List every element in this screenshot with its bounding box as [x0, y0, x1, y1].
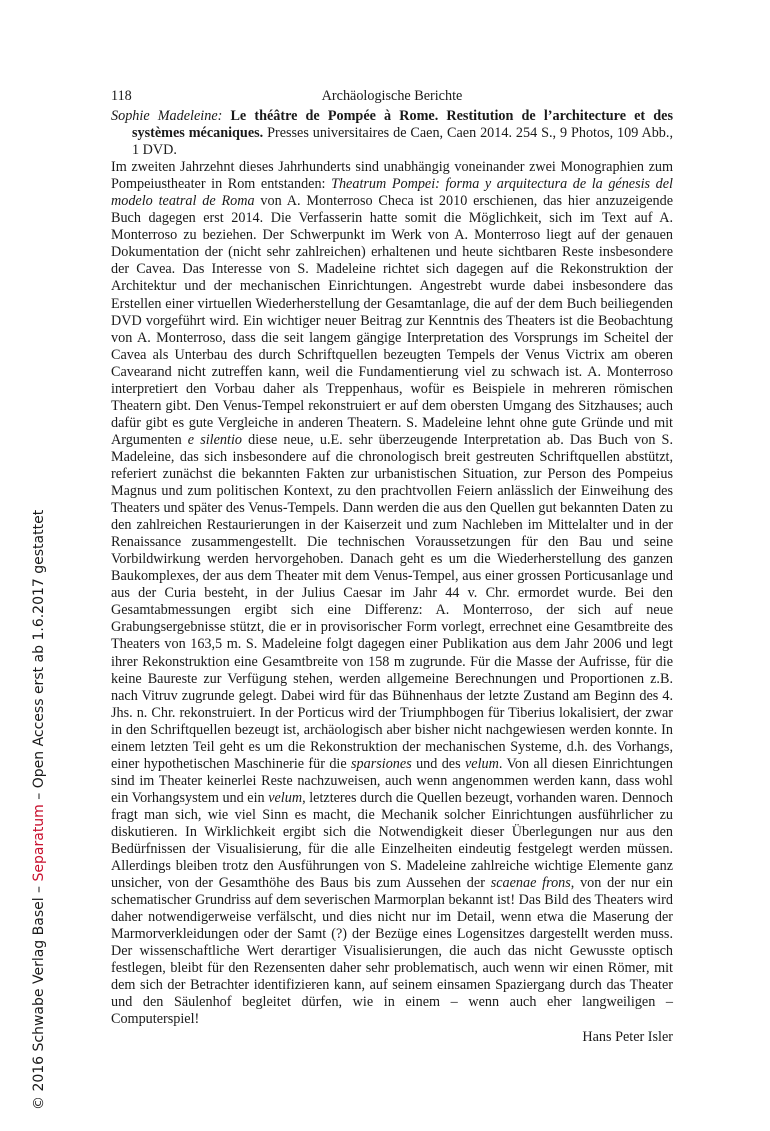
review-body	[111, 159, 673, 1028]
body-text: von A. Monterroso Checa ist 2010 erschienen, das hier anzuzeigende Buch dagegen erst 2014. Die Verfasserin hatte somit die Möglichkeit, sich im Text auf A. Monterroso zu beziehen. Der Schwerpunkt im Werk von A. Monterroso liegt auf der genauen Dokumentation der (nicht sehr zahlreichen) erhaltenen und heute sichtbaren Reste insbesondere der Cavea. Das Interesse von S. Madeleine richtet sich dagegen auf die Rekonstruktion der Architektur und der mechanischen Einrichtungen. Angestrebt wurde dabei insbesondere das Erstellen einer virtuellen Wiederherstellung der Gesamtanlage, die auf der dem Buch beiliegenden DVD vorgeführt wird. Ein wichtiger neuer Beitrag zur Kenntnis des Theaters ist die Beobachtung von A. Monterroso, dass die seit langem gängige Interpretation des Vorsprungs im Scheitel der Cavea als Unterbau des durch Schriftquellen bezeugten Tempels der Venus Victrix am oberen Cavearand nicht zutreffen kann, weil die Fundamentierung viel zu schwach ist. A. Monterroso interpretiert den Vorbau daher als Treppenhaus, wofür es Beispiele in mehreren römischen Theatern gibt. Den Venus-Tempel rekonstruiert er auf dem obersten Umgang des Sitzhauses; auch dafür gibt es gute Vergleiche in anderen Theatern. S. Madeleine lehnt ohne gute Gründe und mit Argumenten	[111, 193, 673, 448]
copyright-sidebar	[30, 110, 48, 1110]
italic-book-title: Theatrum Pompei: forma y arquitectura de la génesis del modelo teatral de Roma	[111, 176, 673, 210]
italic-term: velum	[464, 755, 499, 772]
book-review	[111, 108, 673, 1046]
body-text: . Von all diesen Einrichtungen sind im Theater keinerlei Reste nachzuweisen, auch wenn angenommen werden kann, dass wohl ein Vorhangsystem und ein	[111, 755, 673, 806]
italic-term: velum	[268, 789, 303, 806]
page-header	[111, 86, 673, 106]
separatum-label: Separatum	[31, 804, 47, 882]
italic-term: scaenae frons	[490, 875, 571, 892]
page-number: 118	[111, 88, 132, 104]
body-text: Im zweiten Jahrzehnt dieses Jahrhunderts sind unabhängig voneinander zwei Monographien zum Pompeiustheater in Rom entstanden:	[111, 159, 673, 193]
open-access-text: – Open Access erst ab 1.6.2017 gestattet	[31, 509, 47, 805]
running-title: Archäologische Berichte	[321, 88, 463, 104]
review-citation	[111, 108, 673, 159]
reviewer-signature: Hans Peter Isler	[582, 1028, 673, 1045]
body-text: , von der nur ein schematischer Grundriss auf dem severischen Marmorplan bekannt ist! Das Bild des Theaters wird daher notwendigerweise verfälscht, und dies nicht nur im Detail, wenn etwa die Maserung der Marmorverkleidungen oder der Samt (?) der Bezüge eines Logensitzes dargestellt werden muss. Der wissenschaftliche Wert derartiger Visualisierungen, die auch das nicht Gewusste optisch festlegen, bleibt für den Rezensenten daher sehr problematisch, auch wenn wir einen Römer, mit dem sich der Betrachter identifizieren kann, auf seinem einsamen Spaziergang durch das Theater und den Säulenhof begleitet dürfen, wie in einem – wenn auch eher langweiligen – Computerspiel!	[111, 875, 673, 1028]
copyright-text: © 2016 Schwabe Verlag Basel –	[31, 881, 47, 1110]
italic-term: e silentio	[187, 431, 242, 448]
body-text: , letzteres durch die Quellen bezeugt, vorhanden waren. Dennoch fragt man sich, wie viel Sinn es macht, die Mechanik solcher Einrichtungen ausführlicher zu diskutieren. In Wirklichkeit ergibt sich die Notwendigkeit dieser Überlegungen nur aus den Bedürfnissen der Visualisierung, für die alle Einzelheiten eindeutig festgelegt werden müssen. Allerdings bleiben trotz den Ausführungen von S. Madeleine zahlreiche wichtige Elemente ganz unsicher, von der Gesamthöhe des Baus bis zum Aussehen der	[111, 789, 673, 892]
italic-term: sparsiones	[351, 755, 412, 772]
body-text: diese neue, u.E. sehr überzeugende Interpretation ab. Das Buch von S. Madeleine, das sich insbesondere auf die chronologisch breit gestreuten Schriftquellen abstützt, referiert zunächst die bekannten Fakten zur urbanistischen Situation, zur Person des Pompeius Magnus und zum politischen Kontext, zu den prachtvollen Feiern anlässlich der Einweihung des Theaters und später des Venus-Tempels. Dann werden die aus den Quellen gut bekannten Daten zu den zahlreichen Restaurierungen in der Kaiserzeit und zum Nachleben im Mittelalter und in der Renaissance zusammengestellt. Die technischen Voraussetzungen für den Bau und seine Vorbildwirkung werden hervorgehoben. Danach geht es um die Wiederherstellung des ganzen Baukomplexes, der aus dem Theater mit dem Venus-Tempel, aus einer grossen Porticusanlage und aus der Curia besteht, in der Julius Caesar im Jahr 44 v. Chr. ermordet wurde. Bei den Gesamtabmessungen ergibt sich eine Differenz: A. Monterroso, der sich auf neue Grabungsergebnisse stützt, die er in provisorischer Form vorlegt, errechnet eine Gesamtbreite des Theaters von 163,5 m. S. Madeleine folgt dagegen einer Publikation aus dem Jahr 2006 und legt ihrer Rekonstruktion eine Gesamtbreite von 158 m zugrunde. Für die Masse der Aufrisse, für die keine Baureste zur Verfügung stehen, werden allgemeine Berechnungen und Proportionen z.B. nach Vitruv zugrunde gelegt. Dabei wird für das Bühnenhaus der letzte Zustand am Beginn des 4. Jhs. n. Chr. rekonstruiert. In der Porticus wird der Triumphbogen für Tiberius lokalisiert, der zwar in den Schriftquellen bezeugt ist, archäologisch aber bisher nicht nachgewiesen werden konnte. In einem letzten Teil geht es um die Rekonstruktion der mechanischen Systeme, d.h. des Vorhangs, einer hypothetischen Maschinerie für die	[111, 431, 673, 772]
publication-details: Presses universitaires de Caen, Caen 2014. 254 S., 9 Photos, 109 Abb., 1 DVD.	[132, 125, 673, 159]
review-author: Sophie Madeleine:	[111, 108, 223, 124]
body-text: und des	[411, 755, 465, 772]
book-title: Le théâtre de Pompée à Rome. Restitution de l’architecture et des systèmes mécaniques.	[132, 108, 673, 142]
